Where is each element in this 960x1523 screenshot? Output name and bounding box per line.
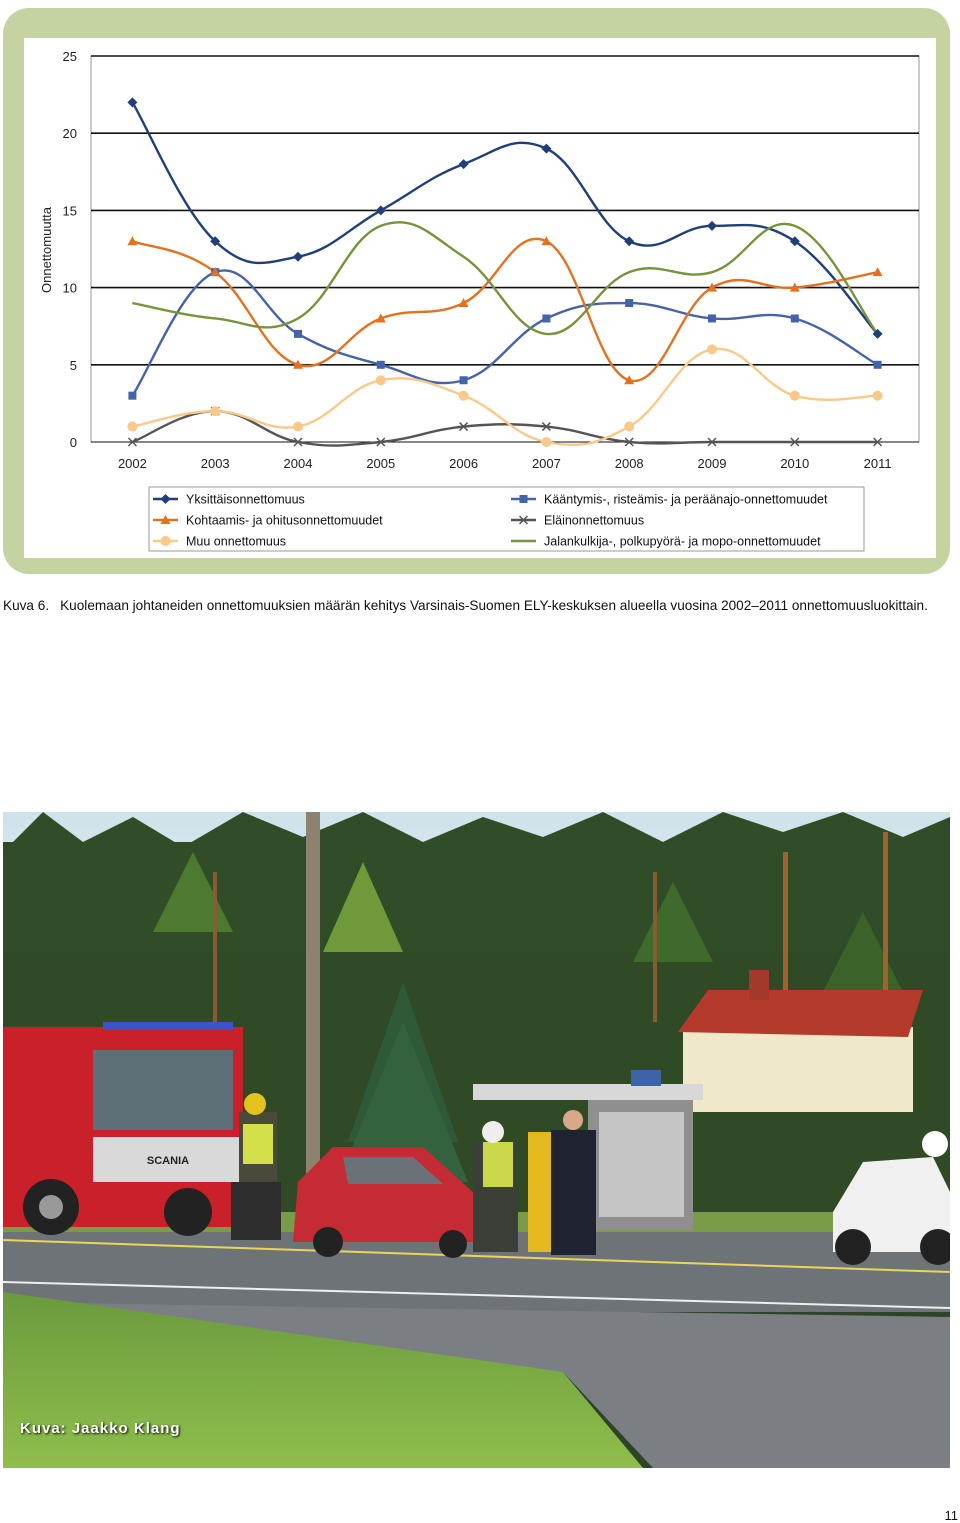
photo-credit: Kuva: Jaakko Klang <box>20 1420 181 1437</box>
data-point-muu-onnettomuus <box>210 406 220 416</box>
y-axis-label: Onnettomuutta <box>39 207 54 293</box>
data-point-kaantymis-risteamis-ja-peraanajo-onnettomuudet <box>874 361 882 369</box>
x-tick-label: 2007 <box>531 456 561 471</box>
legend-label: Muu onnettomuus <box>186 534 287 549</box>
data-point-muu-onnettomuus <box>541 437 551 447</box>
legend-entry-kaantymis-risteamis-ja-peraanajo-onnettomuudet <box>511 493 828 507</box>
data-point-muu-onnettomuus <box>790 391 800 401</box>
caption-label: Kuva 6. <box>3 598 50 613</box>
data-point-kaantymis-risteamis-ja-peraanajo-onnettomuudet <box>625 299 633 307</box>
legend-label: Yksittäisonnettomuus <box>186 492 305 507</box>
y-tick-label: 15 <box>62 203 77 219</box>
data-point-kaantymis-risteamis-ja-peraanajo-onnettomuudet <box>460 376 468 384</box>
data-point-muu-onnettomuus <box>624 422 634 432</box>
accident-scene-photo <box>3 812 950 1468</box>
y-tick-label: 5 <box>69 357 77 373</box>
legend-label: Kohtaamis- ja ohitusonnettomuudet <box>186 513 383 528</box>
x-tick-label: 2011 <box>863 456 892 471</box>
data-point-muu-onnettomuus <box>707 344 717 354</box>
x-tick-label: 2006 <box>449 456 479 471</box>
x-tick-label: 2003 <box>200 456 230 471</box>
caption-text: Kuolemaan johtaneiden onnettomuuksien määrän kehitys Varsinais-Suomen ELY-keskuksen alueella vuosina 2002–2011 onnettomuusluokittain. <box>60 598 928 613</box>
x-tick-label: 2005 <box>366 456 396 471</box>
legend-entry-kohtaamis-ja-ohitusonnettomuudet <box>153 514 383 528</box>
line-chart <box>24 38 936 558</box>
legend-entry-jalankulkija-polkupyora-ja-mopo-onnettomuudet <box>511 535 821 549</box>
data-point-kaantymis-risteamis-ja-peraanajo-onnettomuudet <box>542 314 550 322</box>
data-point-muu-onnettomuus <box>873 391 883 401</box>
data-point-kaantymis-risteamis-ja-peraanajo-onnettomuudet <box>791 314 799 322</box>
data-point-muu-onnettomuus <box>376 375 386 385</box>
y-tick-label: 10 <box>62 280 77 296</box>
legend-label: Eläinonnettomuus <box>544 513 645 528</box>
data-point-kaantymis-risteamis-ja-peraanajo-onnettomuudet <box>708 314 716 322</box>
figure-caption <box>3 598 958 614</box>
data-point-muu-onnettomuus <box>459 391 469 401</box>
chart-area <box>24 38 936 558</box>
x-tick-label: 2009 <box>697 456 727 471</box>
fire-truck <box>3 1022 243 1236</box>
truck-brand: SCANIA <box>146 1155 190 1167</box>
plot-area <box>91 56 919 442</box>
photo-illustration <box>3 812 950 1468</box>
y-tick-label: 25 <box>62 49 77 64</box>
page-number: 11 <box>944 1508 958 1523</box>
data-point-muu-onnettomuus <box>127 422 137 432</box>
house <box>678 970 923 1112</box>
chart-frame <box>3 8 950 574</box>
x-tick-label: 2002 <box>117 456 147 471</box>
x-tick-label: 2010 <box>780 456 810 471</box>
y-tick-label: 20 <box>62 126 77 142</box>
data-point-kaantymis-risteamis-ja-peraanajo-onnettomuudet <box>128 392 136 400</box>
x-tick-label: 2008 <box>614 456 644 471</box>
y-tick-label: 0 <box>69 435 77 450</box>
legend-label: Jalankulkija-, polkupyörä- ja mopo-onnettomuudet <box>544 534 821 549</box>
x-tick-label: 2004 <box>283 456 313 471</box>
legend-label: Kääntymis-, risteämis- ja peräänajo-onnettomuudet <box>544 492 828 507</box>
legend-marker <box>161 536 171 546</box>
data-point-kaantymis-risteamis-ja-peraanajo-onnettomuudet <box>294 330 302 338</box>
legend-marker <box>520 495 528 503</box>
data-point-muu-onnettomuus <box>293 422 303 432</box>
data-point-kaantymis-risteamis-ja-peraanajo-onnettomuudet <box>377 361 385 369</box>
